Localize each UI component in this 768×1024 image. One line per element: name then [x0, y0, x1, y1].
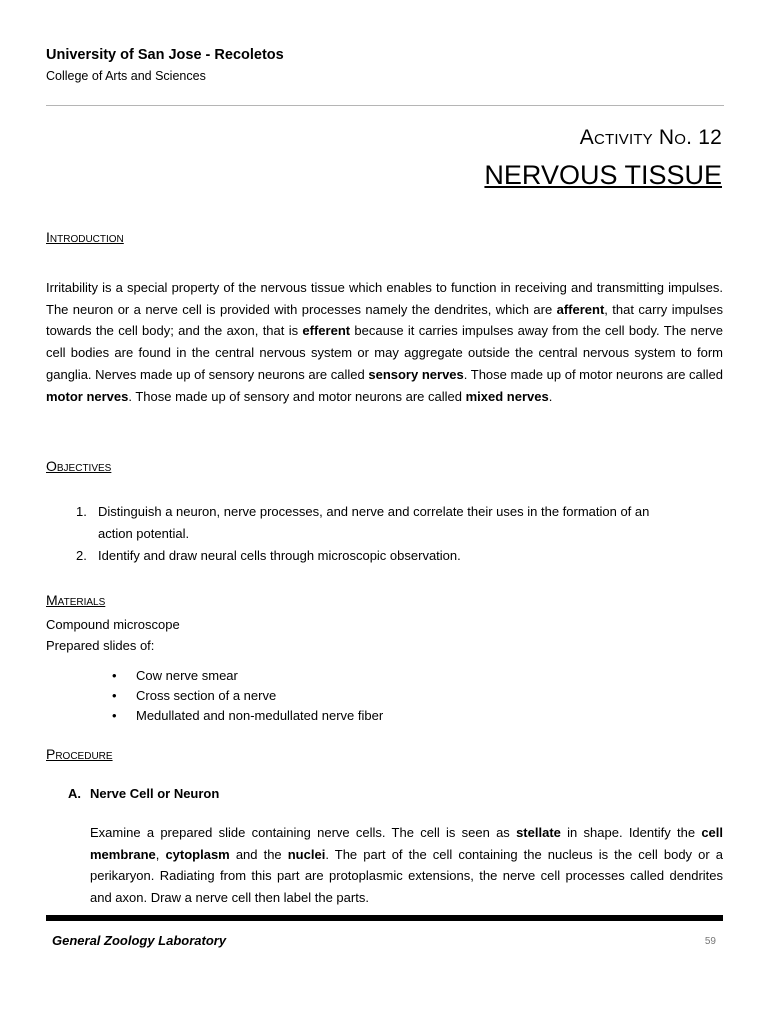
list-item: • Cross section of a nerve — [112, 688, 277, 703]
introduction-heading: Introduction — [46, 229, 124, 245]
bullet-icon: • — [112, 688, 117, 703]
university-name: University of San Jose - Recoletos — [46, 47, 284, 63]
procedure-paragraph: Examine a prepared slide containing nerve cells. The cell is seen as stellate in shape. Identify the cell membrane, cytoplasm and the nuclei. The part of the cell containing the nucleus is the cell body or a perikaryon. Radiating from this part are protoplasmic extensions, the nerve cell processes called dendrites and axon. Draw a nerve cell then label the parts. — [90, 825, 724, 906]
objective-item: 1. Distinguish a neuron, nerve processes, and nerve and correlate their uses in the formation of an action potential. — [76, 501, 649, 545]
introduction-paragraph: Irritability is a special property of the nervous tissue which enables to function in receiving and transmitting impulses. The neuron or a nerve cell is provided with processes namely the dendrites, which are afferent, that carry impulses towards the cell body; and the axon, that is efferent because it carries impulses away from the cell body. The nerve cell bodies are found in the central nervous system or may aggregate outside the central nervous system to form ganglia. Nerves made up of sensory neurons are called sensory nerves. Those made up of motor neurons are called motor nerves. Those made up of sensory and motor neurons are called mixed nerves. — [46, 280, 724, 404]
bullet-icon: • — [112, 668, 117, 683]
objective-item: 2. Identify and draw neural cells through microscopic observation. — [76, 545, 461, 567]
list-item: • Medullated and non-medullated nerve fiber — [112, 708, 384, 723]
header-divider — [46, 105, 724, 106]
materials-heading: Materials — [46, 592, 106, 608]
procedure-subheading: A. Nerve Cell or Neuron — [68, 786, 220, 801]
footer-divider — [46, 915, 723, 921]
objective-number: 1. — [76, 504, 87, 519]
objectives-heading: Objectives — [46, 458, 112, 474]
materials-line: Prepared slides of: — [46, 638, 155, 653]
materials-line: Compound microscope — [46, 617, 180, 632]
objective-number: 2. — [76, 548, 87, 563]
footer-lab-name: General Zoology Laboratory — [52, 933, 227, 948]
procedure-heading: Procedure — [46, 746, 113, 762]
college-name: College of Arts and Sciences — [46, 69, 206, 83]
list-item: • Cow nerve smear — [112, 668, 238, 683]
page-number: 59 — [704, 936, 716, 947]
bullet-icon: • — [112, 708, 117, 723]
page-title: NERVOUS TISSUE — [484, 160, 722, 190]
activity-number: Activity No. 12 — [579, 126, 722, 149]
